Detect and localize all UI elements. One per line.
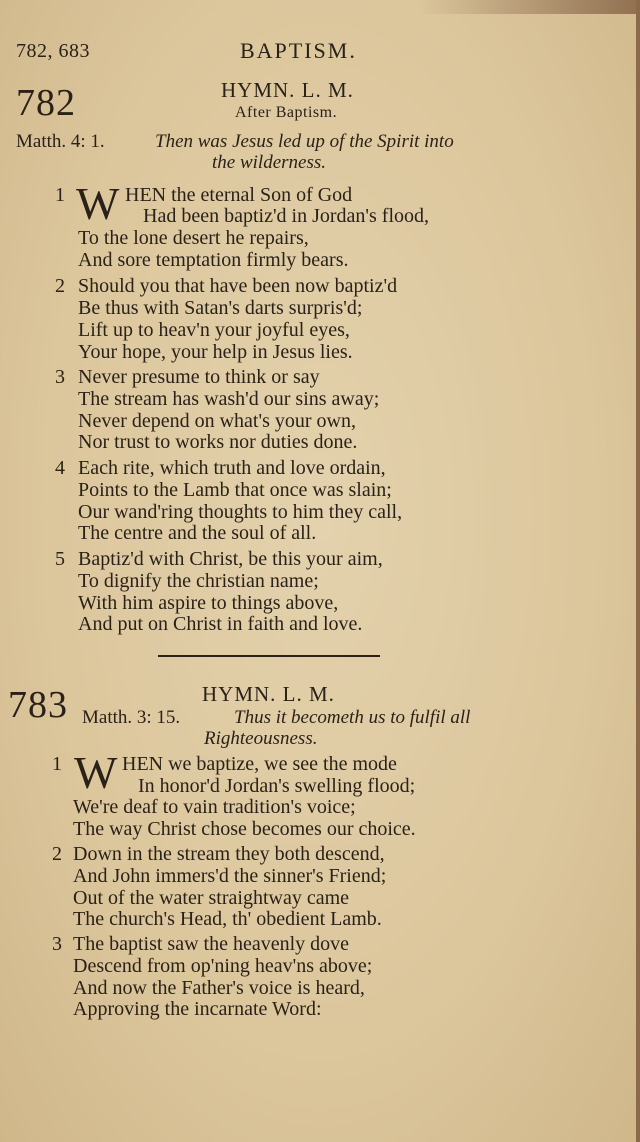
scripture-text: Thus it becometh us to fulfil all bbox=[234, 707, 471, 728]
stanza-number: 2 bbox=[55, 275, 65, 297]
verse-line: And now the Father's voice is heard, bbox=[73, 977, 365, 999]
verse-line: The centre and the soul of all. bbox=[78, 522, 317, 544]
stanza-number: 2 bbox=[52, 843, 62, 865]
hymn-subtitle: After Baptism. bbox=[235, 104, 338, 121]
stanza-number: 3 bbox=[55, 366, 65, 388]
verse-line: To the lone desert he repairs, bbox=[78, 227, 309, 249]
hymn-number: 782 bbox=[16, 82, 76, 124]
verse-line: Points to the Lamb that once was slain; bbox=[78, 479, 392, 501]
verse-line: We're deaf to vain tradition's voice; bbox=[73, 796, 356, 818]
verse-line: The baptist saw the heavenly dove bbox=[73, 933, 350, 955]
verse-line: To dignify the christian name; bbox=[78, 570, 319, 592]
hymn-number: 783 bbox=[8, 684, 68, 726]
verse-line: The church's Head, th' obedient Lamb. bbox=[73, 908, 382, 930]
scripture-reference: Matth. 3: 15. bbox=[82, 707, 181, 728]
drop-cap: W bbox=[74, 747, 118, 798]
verse-line: Never depend on what's your own, bbox=[78, 410, 356, 432]
drop-cap: W bbox=[76, 178, 120, 229]
scripture-reference: Matth. 4: 1. bbox=[16, 131, 105, 152]
verse-line: And sore temptation firmly bears. bbox=[78, 249, 349, 271]
section-divider bbox=[158, 655, 380, 657]
verse-line: Descend from op'ning heav'ns above; bbox=[73, 955, 373, 977]
hymn-heading: HYMN. L. M. bbox=[202, 682, 335, 706]
hymn-heading: HYMN. L. M. bbox=[221, 78, 354, 102]
verse-line: And put on Christ in faith and love. bbox=[78, 613, 363, 635]
verse-line: The way Christ chose becomes our choice. bbox=[73, 818, 416, 840]
verse-line: Never presume to think or say bbox=[78, 366, 320, 388]
verse-line: Approving the incarnate Word: bbox=[73, 998, 322, 1020]
verse-line: Out of the water straightway came bbox=[73, 887, 350, 909]
verse-line: Be thus with Satan's darts surpris'd; bbox=[78, 297, 363, 319]
verse-line: Lift up to heav'n your joyful eyes, bbox=[78, 319, 350, 341]
scripture-text: Then was Jesus led up of the Spirit into bbox=[155, 131, 454, 152]
verse-line: Our wand'ring thoughts to him they call, bbox=[78, 501, 403, 523]
verse-line: Should you that have been now baptiz'd bbox=[78, 275, 398, 297]
running-head-page-numbers: 782, 683 bbox=[16, 40, 90, 62]
verse-line: Each rite, which truth and love ordain, bbox=[78, 457, 386, 479]
page-edge bbox=[636, 0, 640, 1142]
verse-line: And John immers'd the sinner's Friend; bbox=[73, 865, 387, 887]
scripture-text-continued: the wilderness. bbox=[212, 152, 326, 173]
stanza-number: 1 bbox=[52, 753, 62, 775]
verse-line: HEN we baptize, we see the mode bbox=[122, 753, 397, 775]
stanza-number: 1 bbox=[55, 184, 65, 206]
verse-line: Had been baptiz'd in Jordan's flood, bbox=[143, 205, 430, 227]
verse-line: Nor trust to works nor duties done. bbox=[78, 431, 358, 453]
page-edge-shadow bbox=[420, 0, 640, 14]
verse-line: HEN the eternal Son of God bbox=[125, 184, 353, 206]
running-head-title: BAPTISM. bbox=[240, 38, 357, 63]
verse-line: The stream has wash'd our sins away; bbox=[78, 388, 380, 410]
verse-line: Baptiz'd with Christ, be this your aim, bbox=[78, 548, 383, 570]
verse-line: With him aspire to things above, bbox=[78, 592, 339, 614]
stanza-number: 4 bbox=[55, 457, 65, 479]
verse-line: Down in the stream they both descend, bbox=[73, 843, 385, 865]
verse-line: In honor'd Jordan's swelling flood; bbox=[138, 775, 416, 797]
stanza-number: 3 bbox=[52, 933, 62, 955]
stanza-number: 5 bbox=[55, 548, 65, 570]
verse-line: Your hope, your help in Jesus lies. bbox=[78, 341, 353, 363]
scripture-text-continued: Righteousness. bbox=[204, 728, 318, 749]
